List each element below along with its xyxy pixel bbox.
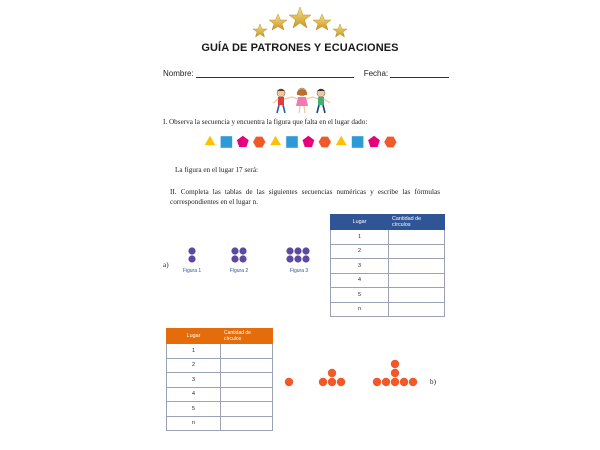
section1-question: La figura en el lugar 17 será:	[175, 166, 259, 174]
square-shape	[286, 136, 298, 148]
exercise-b-figures	[282, 352, 422, 392]
pentagon-shape	[303, 136, 315, 147]
answer-cell[interactable]	[389, 288, 445, 303]
triangle-shape	[205, 136, 216, 145]
circle	[286, 247, 293, 254]
answer-cell[interactable]	[221, 402, 273, 417]
circle	[239, 255, 246, 262]
table-row	[331, 302, 445, 317]
answer-cell[interactable]	[221, 387, 273, 402]
lugar-cell: n	[167, 416, 221, 431]
circle	[409, 378, 417, 386]
table-row	[167, 373, 273, 388]
star-icon	[289, 7, 311, 28]
table-row	[331, 273, 445, 288]
exercise-b-label: b)	[430, 378, 436, 386]
star-icon	[269, 14, 287, 30]
circle	[328, 369, 336, 377]
pentagon-shape	[368, 136, 380, 147]
circle	[328, 378, 336, 386]
table-header-cantidad: Cantidad de círculos	[389, 215, 445, 230]
answer-cell[interactable]	[389, 259, 445, 274]
circle	[239, 247, 246, 254]
lugar-cell: n	[331, 302, 389, 317]
answer-cell[interactable]	[389, 230, 445, 245]
table-row	[167, 358, 273, 373]
lugar-cell: 5	[167, 402, 221, 417]
circle	[294, 255, 301, 262]
lugar-cell: 4	[167, 387, 221, 402]
circle	[391, 378, 399, 386]
circle	[391, 360, 399, 368]
circle	[188, 255, 195, 262]
table-row	[167, 387, 273, 402]
circle	[231, 255, 238, 262]
answer-cell[interactable]	[221, 358, 273, 373]
lugar-cell: 2	[167, 358, 221, 373]
answer-cell[interactable]	[389, 244, 445, 259]
answer-cell[interactable]	[389, 302, 445, 317]
circle	[285, 378, 293, 386]
circle	[373, 378, 381, 386]
lugar-cell: 5	[331, 288, 389, 303]
circle	[302, 247, 309, 254]
hexagon-shape	[319, 137, 331, 148]
children-illustration	[270, 86, 334, 116]
table-row	[331, 230, 445, 245]
star-icon	[253, 24, 267, 37]
table-row	[331, 259, 445, 274]
shape-sequence	[202, 134, 402, 150]
answer-cell[interactable]	[221, 344, 273, 359]
exercise-a-label: a)	[163, 261, 169, 269]
nombre-label: Nombre:	[163, 69, 194, 78]
fecha-field[interactable]	[390, 70, 449, 78]
star-icon	[313, 14, 331, 30]
triangle-shape	[336, 136, 347, 145]
table-row	[331, 288, 445, 303]
circle	[400, 378, 408, 386]
figure-1-label: Figura 1	[182, 268, 202, 274]
exercise-a-table	[330, 214, 445, 317]
circle	[231, 247, 238, 254]
name-date-row	[163, 69, 449, 78]
figure-3-label: Figura 3	[289, 268, 309, 274]
figure-2-label: Figura 2	[229, 268, 249, 274]
lugar-cell: 3	[167, 373, 221, 388]
answer-cell[interactable]	[221, 416, 273, 431]
table-row	[167, 344, 273, 359]
lugar-cell: 4	[331, 273, 389, 288]
hexagon-shape	[253, 137, 265, 148]
circle	[391, 369, 399, 377]
answer-cell[interactable]	[389, 273, 445, 288]
exercise-a-figures	[180, 245, 320, 280]
triangle-shape	[270, 136, 281, 145]
circle	[188, 247, 195, 254]
table-header-lugar: Lugar	[167, 329, 221, 344]
section2-instruction: II. Completa las tablas de las siguientes secuencias numéricas y escribe las fórmulas correspondientes en el lugar n.	[170, 188, 440, 206]
star-icon	[333, 24, 347, 37]
circle	[337, 378, 345, 386]
circle	[382, 378, 390, 386]
page-title: GUÍA DE PATRONES Y ECUACIONES	[201, 42, 399, 54]
stars-decoration	[250, 4, 350, 40]
table-row	[331, 244, 445, 259]
square-shape	[221, 136, 233, 148]
circle	[294, 247, 301, 254]
table-row	[167, 402, 273, 417]
answer-cell[interactable]	[221, 373, 273, 388]
table-header-cantidad: Cantidad de círculos	[221, 329, 273, 344]
square-shape	[352, 136, 364, 148]
nombre-field[interactable]	[196, 70, 354, 78]
lugar-cell: 3	[331, 259, 389, 274]
circle	[319, 378, 327, 386]
hexagon-shape	[384, 137, 396, 148]
lugar-cell: 1	[331, 230, 389, 245]
table-header-lugar: Lugar	[331, 215, 389, 230]
circle	[286, 255, 293, 262]
section1-instruction: I. Observa la secuencia y encuentra la figura que falta en el lugar dado:	[163, 118, 368, 126]
circle	[302, 255, 309, 262]
pentagon-shape	[237, 136, 249, 147]
lugar-cell: 1	[167, 344, 221, 359]
exercise-b-table	[166, 328, 273, 431]
lugar-cell: 2	[331, 244, 389, 259]
fecha-label: Fecha:	[363, 69, 389, 78]
table-row	[167, 416, 273, 431]
